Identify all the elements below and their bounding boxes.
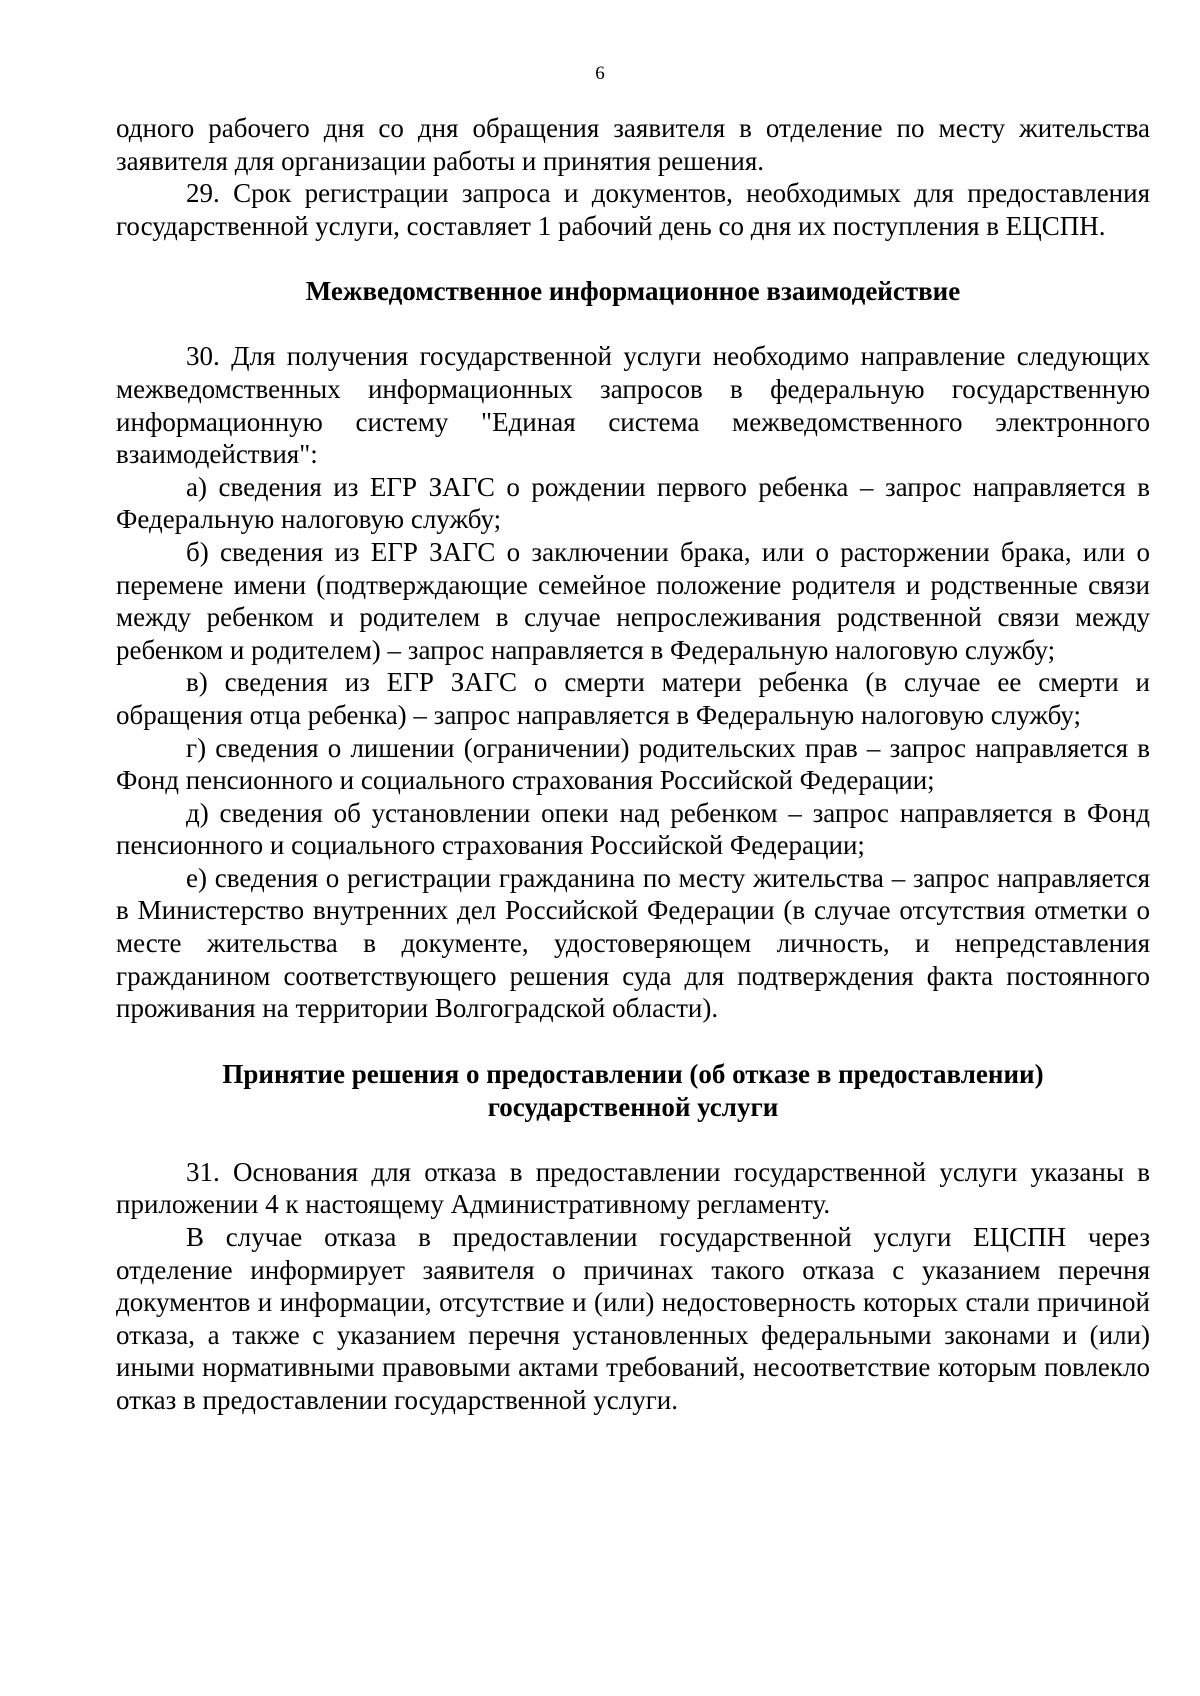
spacer bbox=[116, 1124, 1150, 1156]
spacer bbox=[116, 1025, 1150, 1058]
spacer bbox=[116, 308, 1150, 340]
section-heading-decision-line1: Принятие решения о предоставлении (об отказе в предоставлении) bbox=[222, 1058, 1044, 1089]
paragraph-30-d: д) сведения об установлении опеки над ребенком – запрос направляется в Фонд пенсионного и социального страхования Российской Федерации; bbox=[116, 797, 1150, 861]
paragraph-31: 31. Основания для отказа в предоставлении государственной услуги указаны в приложении 4 к настоящему Административному регламенту. bbox=[116, 1156, 1150, 1220]
section-heading-interagency: Межведомственное информационное взаимодействие bbox=[305, 276, 961, 307]
paragraph-30-v: в) сведения из ЕГР ЗАГС о смерти матери ребенка (в случае ее смерти и обращения отца ребенка) – запрос направляется в Федеральную налоговую службу; bbox=[116, 667, 1150, 730]
spacer bbox=[116, 242, 1150, 275]
paragraph-29: 29. Срок регистрации запроса и документов, необходимых для предоставления государственной услуги, составляет 1 рабочий день со дня их поступления в ЕЦСПН. bbox=[116, 178, 1150, 241]
page-number: 6 bbox=[595, 63, 605, 84]
paragraph-30-g: г) сведения о лишении (ограничении) родительских прав – запрос направляется в Фонд пенсионного и социального страхования Российской Федерации; bbox=[116, 732, 1150, 796]
paragraph-30: 30. Для получения государственной услуги необходимо направление следующих межведомственных информационных запросов в федеральную государственную информационную систему "Единая система межведомственного электронного взаимодействия": bbox=[116, 341, 1150, 470]
paragraph-30-e: е) сведения о регистрации гражданина по месту жительства – запрос направляется в Министерство внутренних дел Российской Федерации (в случае отсутствия отметки о месте жительства в документе, удостоверяющем личность, и непредставления гражданином соответствующего решения суда для подтверждения факта постоянного проживания на территории Волгоградской области). bbox=[116, 862, 1150, 1024]
paragraph-30-b: б) сведения из ЕГР ЗАГС о заключении брака, или о расторжении брака, или о перемене имени (подтверждающие семейное положение родителя и родственные связи между ребенком и родителем в случае непрослеживания родственной связи между ребенком и родителем) – запрос направляется в Федеральную налоговую службу; bbox=[116, 536, 1150, 665]
paragraph-30-a: а) сведения из ЕГР ЗАГС о рождении первого ребенка – запрос направляется в Федеральную налоговую службу; bbox=[116, 471, 1150, 535]
paragraph-31-refusal: В случае отказа в предоставлении государственной услуги ЕЦСПН через отделение информирует заявителя о причинах такого отказа с указанием перечня документов и информации, отсутствие и (или) недостоверность которых стали причиной отказа, а также с указанием перечня установленных федеральными законами и (или) иными нормативными правовыми актами требований, несоответствие которым повлекло отказ в предоставлении государственной услуги. bbox=[116, 1222, 1150, 1415]
section-heading-decision-line2: государственной услуги bbox=[487, 1091, 779, 1122]
paragraph-intro: одного рабочего дня со дня обращения заявителя в отделение по месту жительства заявителя для организации работы и принятия решения. bbox=[116, 113, 1150, 176]
document-body bbox=[116, 112, 1150, 1417]
